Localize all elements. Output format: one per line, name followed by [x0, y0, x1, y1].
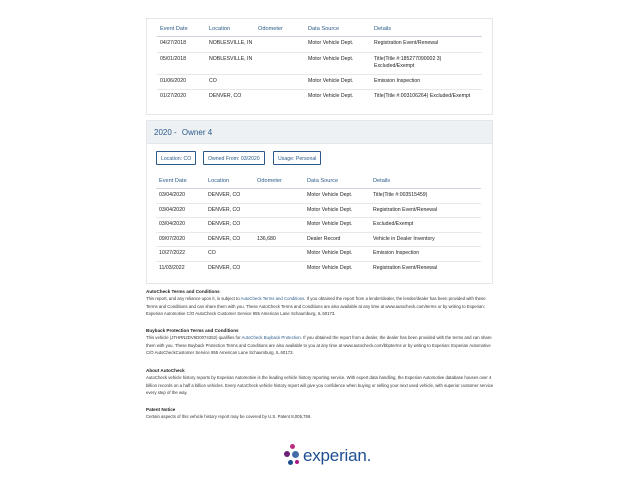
table-row	[156, 247, 481, 262]
event-location: DENVER, CO	[209, 93, 242, 99]
event-details: Emission Inspection	[371, 75, 482, 90]
event-location: NOBLESVILLE, IN	[206, 37, 255, 53]
location-value: CO	[183, 156, 192, 162]
event-source: Motor Vehicle Dept.	[305, 53, 371, 75]
col-details: Details	[370, 174, 481, 189]
event-details: Title(Title #:003515459)	[370, 189, 481, 204]
event-odometer	[254, 247, 304, 262]
event-date: 10/27/2022	[156, 247, 205, 262]
event-source: Dealer Record	[304, 232, 370, 247]
event-odometer: 136,680	[254, 232, 304, 247]
event-details: Registration Event/Renewal	[371, 37, 482, 53]
buyback-heading: Buyback Protection Terms and Conditions	[146, 328, 239, 333]
event-odometer	[255, 53, 305, 75]
owned-from-value: 03/2020	[240, 156, 260, 162]
event-odometer	[255, 37, 305, 53]
owned-from-key: Owned From:	[208, 156, 240, 162]
event-source: Motor Vehicle Dept.	[304, 189, 370, 204]
logo-dot-1	[290, 444, 295, 449]
logo-dot-4	[288, 460, 293, 465]
owner4-year: 2020 -	[154, 128, 177, 137]
event-details: Title(Title #:185277090002 3) Excluded/Exempt	[371, 53, 482, 75]
event-odometer	[255, 75, 305, 90]
event-details: Title(Title #:003106264) Excluded/Exempt	[374, 93, 471, 99]
event-location: DENVER, CO	[205, 203, 254, 218]
owner4-usage-badge	[273, 151, 321, 165]
owner4-history-table	[156, 174, 481, 276]
patent-heading: Patent Notice	[146, 407, 176, 412]
event-odometer	[255, 90, 305, 112]
buyback-body	[146, 334, 496, 357]
buyback-terms-section	[146, 327, 496, 357]
table-row	[156, 189, 481, 204]
usage-value: Personal	[295, 156, 317, 162]
logo-dot-5	[295, 460, 299, 464]
owner4-label: Owner 4	[181, 128, 213, 137]
event-details: Excluded/Exempt	[370, 218, 481, 233]
event-details: Emission Inspection	[370, 247, 481, 262]
owner4-owned-from-badge	[203, 151, 265, 165]
event-source: Motor Vehicle Dept.	[304, 247, 370, 262]
about-heading: About AutoCheck	[146, 368, 185, 373]
event-date: 11/03/2022	[159, 264, 185, 271]
event-date: 04/27/2018	[157, 37, 206, 53]
terms-text-2: . If you obtained the report from a lender/dealer, the lender/dealer has been provided with these Terms and Conditions and can share them with you. These AutoCheck Terms and Conditions are also available at any time at www.autocheck.com/terms or by writing to Experian: Experian Automotive C/O AutoCheck Customer Service 955 American Lane Schaumburg, IL 60173.	[146, 296, 486, 317]
event-location: CO	[205, 247, 254, 262]
patent-body: Certain aspects of this vehicle history report may be covered by U.S. Patent 8,005,759.	[146, 414, 312, 419]
buyback-text-1: This vehicle (JTHRN2DV6D0074352) qualifies for	[146, 335, 242, 340]
col-data-source: Data Source	[305, 22, 371, 37]
logo-wordmark: experian.	[303, 446, 372, 465]
event-source: Motor Vehicle Dept.	[308, 93, 354, 99]
autocheck-terms-section	[146, 288, 496, 318]
col-event-date: Event Date	[156, 174, 205, 189]
event-date: 05/01/2018	[157, 53, 206, 75]
event-odometer	[254, 218, 304, 233]
owner3-history-table	[157, 22, 482, 112]
location-key: Location:	[161, 156, 183, 162]
logo-dot-2	[284, 451, 290, 457]
col-event-date: Event Date	[157, 22, 206, 37]
event-source: Motor Vehicle Dept.	[305, 75, 371, 90]
table-row	[156, 203, 481, 218]
buyback-text-2: . If you obtained the report from a dealer, the dealer has been provided with the terms and can share them with you. These Buyback Protection Terms and Conditions are also available to you at any time at www.autocheck.com/bbpterms or by writing to Experian: Experian Automotive C/O AutoCheckCustomer Service 955 American Lane Schaumburg, IL 60173.	[146, 335, 492, 356]
event-details: Vehicle in Dealer Inventory	[370, 232, 481, 247]
event-details: Registration Event/Renewal	[373, 264, 438, 271]
about-body: AutoCheck vehicle history reports by Experian Automotive is the leading vehicle history reporting service. With expert data handling, the Experian Automotive database houses over 4 billion records on a half a billion vehicles. Every AutoCheck vehicle history report will give you confidence when buying or selling your next used vehicle, with superior customer service every step of the way.	[146, 375, 494, 396]
usage-key: Usage:	[278, 156, 295, 162]
table-row	[157, 75, 482, 90]
table-row	[156, 261, 481, 276]
col-location: Location	[206, 22, 255, 37]
event-date: 03/04/2020	[156, 203, 205, 218]
table-row	[157, 90, 482, 112]
patent-notice-section	[146, 406, 496, 421]
terms-body	[146, 295, 496, 318]
table-header-row	[156, 174, 481, 189]
buyback-link[interactable]: AutoCheck Buyback Protection	[241, 335, 301, 340]
table-header-row	[157, 22, 482, 37]
event-date: 03/04/2020	[156, 189, 205, 204]
terms-link[interactable]: AutoCheck Terms and Conditions	[240, 296, 305, 301]
event-date: 01/27/2020	[160, 93, 186, 99]
event-location: DENVER, CO	[205, 189, 254, 204]
table-row	[156, 232, 481, 247]
event-odometer	[254, 189, 304, 204]
event-odometer	[254, 203, 304, 218]
event-date: 09/07/2020	[156, 232, 205, 247]
col-location: Location	[205, 174, 254, 189]
logo-dot-3	[292, 451, 299, 458]
event-date: 01/06/2020	[157, 75, 206, 90]
col-details: Details	[371, 22, 482, 37]
event-location: DENVER, CO	[205, 218, 254, 233]
event-details: Registration Event/Renewal	[370, 203, 481, 218]
col-odometer: Odometer	[255, 22, 305, 37]
event-location: DENVER, CO	[208, 264, 241, 271]
event-date: 03/04/2020	[156, 218, 205, 233]
table-row	[157, 37, 482, 53]
col-odometer: Odometer	[254, 174, 304, 189]
event-location: CO	[206, 75, 255, 90]
about-autocheck-section	[146, 367, 496, 397]
terms-heading: AutoCheck Terms and Conditions	[146, 289, 220, 294]
event-source: Motor Vehicle Dept.	[305, 37, 371, 53]
owner4-location-badge	[156, 151, 196, 165]
table-row	[157, 53, 482, 75]
col-data-source: Data Source	[304, 174, 370, 189]
event-source: Motor Vehicle Dept.	[307, 264, 353, 271]
event-location: DENVER, CO	[205, 232, 254, 247]
experian-logo	[284, 442, 372, 472]
event-location: NOBLESVILLE, IN	[206, 53, 255, 75]
owner3-history-card	[146, 18, 493, 115]
table-row	[156, 218, 481, 233]
terms-text-1: This report, and any reliance upon it, is subject to	[146, 296, 241, 301]
owner4-section-header[interactable]	[146, 120, 493, 144]
event-odometer	[254, 261, 304, 276]
event-source: Motor Vehicle Dept.	[304, 218, 370, 233]
event-source: Motor Vehicle Dept.	[304, 203, 370, 218]
